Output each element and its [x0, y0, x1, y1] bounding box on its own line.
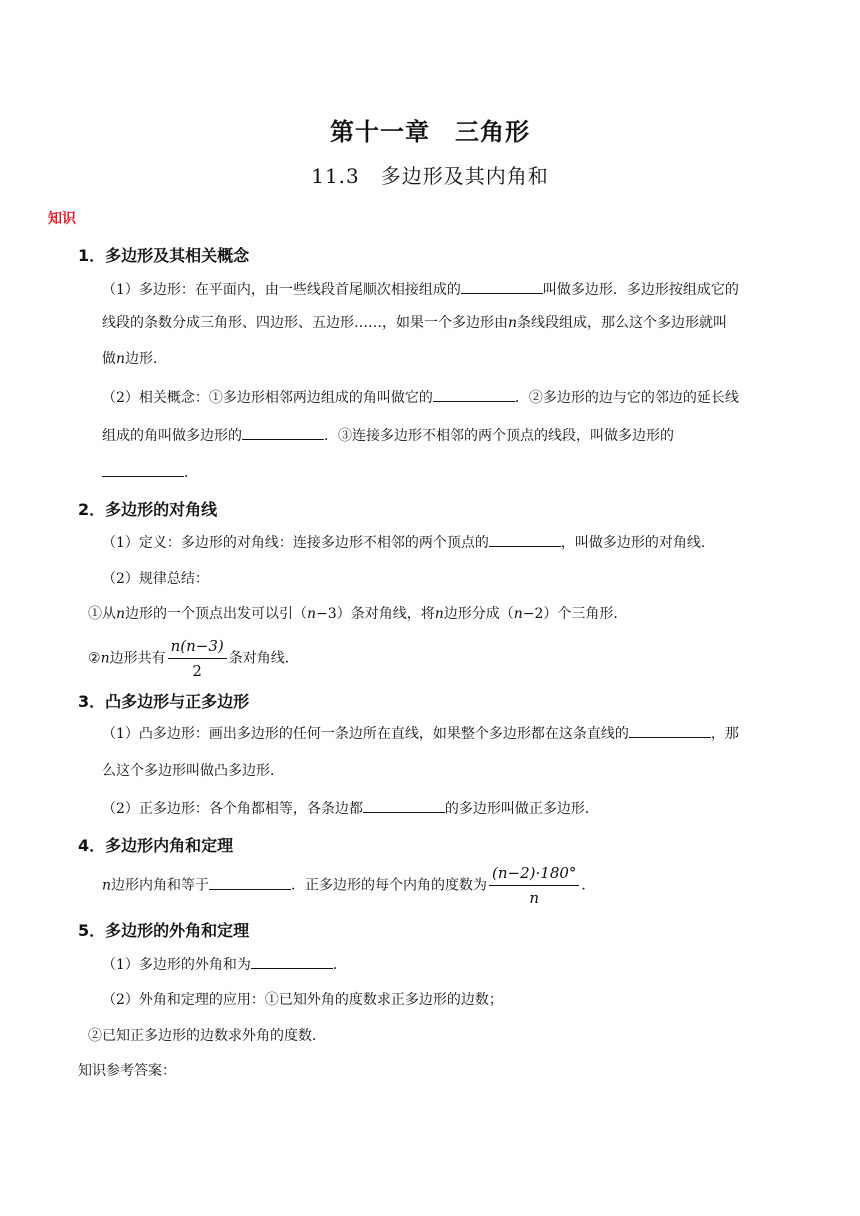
answer-blank[interactable] [363, 798, 445, 813]
answer-blank[interactable] [461, 279, 543, 294]
s1-line-6: ． [102, 462, 198, 483]
answer-blank[interactable] [489, 532, 561, 547]
heading-3: 3．凸多边形与正多边形 [78, 692, 250, 711]
heading-4: 4．多边形内角和定理 [78, 836, 234, 855]
s3-line-1: （1）凸多边形：画出多边形的任何一条边所在直线，如果整个多边形都在这条直线的 ，那 [102, 723, 739, 744]
s5-line-1: （1）多边形的外角和为 ． [102, 954, 347, 975]
diagonal-count-fraction: $\frac{n(n-3)}{2}$ [168, 636, 227, 681]
s2-line-4: ②n边形共有 $\frac{n(n-3)}{2}$ 条对角线． [88, 637, 299, 680]
answers-label: 知识参考答案： [78, 1063, 176, 1079]
s5-line-3: ②已知正多边形的边数求外角的度数． [88, 1028, 326, 1044]
s2-line-2: （2）规律总结： [102, 571, 209, 587]
s1-line-1: （1）多边形：在平面内，由一些线段首尾顺次相接组成的 叫做多边形．多边形按组成它的 [102, 279, 739, 300]
answer-blank[interactable] [209, 875, 291, 890]
answer-blank[interactable] [433, 387, 515, 402]
interior-angle-fraction: $\frac{(n-2)\cdot 180^\circ}{n}$ [489, 863, 579, 908]
section-title: 11.3 多边形及其内角和 [311, 164, 549, 188]
s1-line-2: 线段的条数分成三角形、四边形、五边形……，如果一个多边形由n条线段组成，那么这个多边形就叫 [102, 315, 728, 331]
s3-line-3: （2）正多边形：各个角都相等，各条边都 的多边形叫做正多边形． [102, 798, 599, 819]
answer-blank[interactable] [242, 425, 324, 440]
s1-line-4: （2）相关概念：①多边形相邻两边组成的角叫做它的 ．②多边形的边与它的邻边的延长线 [102, 387, 739, 408]
s1-line-5: 组成的角叫做多边形的 ．③连接多边形不相邻的两个顶点的线段，叫做多边形的 [102, 425, 674, 446]
answer-blank[interactable] [102, 462, 184, 477]
answer-blank[interactable] [629, 723, 711, 738]
s4-line-1: n边形内角和等于 ．正多边形的每个内角的度数为 $\frac{(n-2)\cdot 180^\circ}{n}$ ． [102, 864, 596, 907]
s3-line-2: 么这个多边形叫做凸多边形． [102, 763, 284, 779]
heading-2: 2．多边形的对角线 [78, 500, 218, 519]
s1-line-3: 做n边形． [102, 351, 168, 367]
s5-line-2: （2）外角和定理的应用：①已知外角的度数求正多边形的边数； [102, 992, 503, 1008]
s2-line-3: ①从n边形的一个顶点出发可以引（n−3）条对角线，将n边形分成（n−2）个三角形． [88, 606, 628, 622]
s2-line-1: （1）定义：多边形的对角线：连接多边形不相邻的两个顶点的 ，叫做多边形的对角线． [102, 532, 715, 553]
heading-1: 1．多边形及其相关概念 [78, 246, 250, 265]
answer-blank[interactable] [251, 954, 333, 969]
heading-5: 5．多边形的外角和定理 [78, 921, 250, 940]
knowledge-tag: 知识 [48, 211, 76, 227]
chapter-title: 第十一章 三角形 [330, 118, 530, 146]
